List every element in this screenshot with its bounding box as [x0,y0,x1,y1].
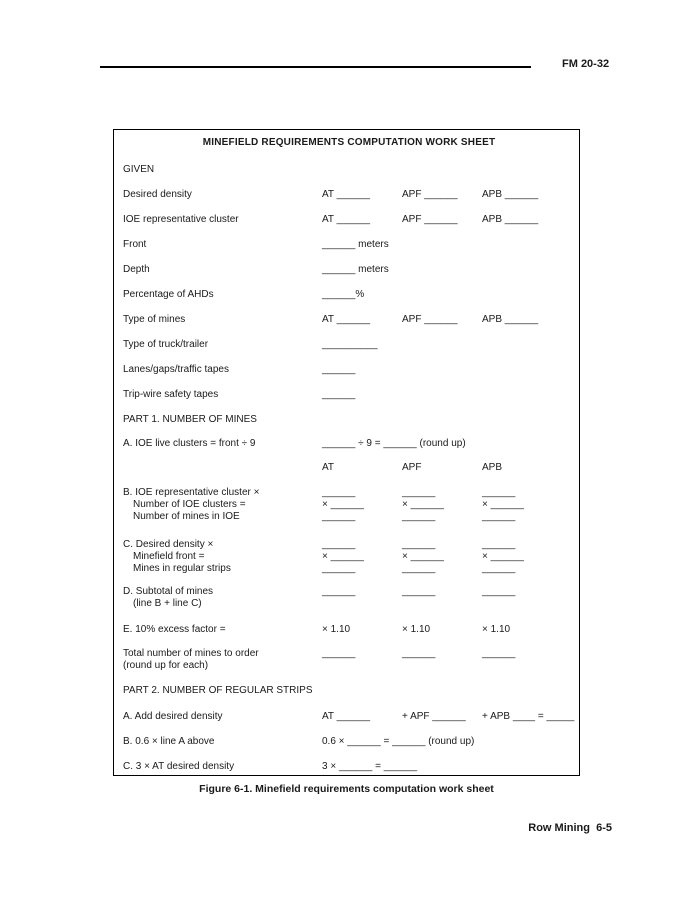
part1-a-label: A. IOE live clusters = front ÷ 9 [123,438,256,449]
block-c-apf-field-2: × ______ [402,551,444,562]
lanes-tapes-field: ______ [322,364,356,375]
total-apb-field: ______ [482,648,516,659]
row-lanes-tapes [123,364,575,376]
block-c-at-fields [322,539,402,575]
worksheet-box [113,129,580,776]
block-b-apf-field-2: × ______ [402,499,444,510]
part2-row-a [123,711,575,723]
type-of-mines-apb-field: APB ______ [482,314,539,325]
desired-density-label: Desired density [123,189,192,200]
ioe-cluster-apb-field: APB ______ [482,214,539,225]
part2-a-apb-field: + APB ____ = _____ [482,711,575,722]
doc-number: FM 20-32 [562,58,610,70]
part1-row-a [123,438,575,450]
row-e-apb-value: × 1.10 [482,624,511,635]
row-truck-trailer [123,339,575,351]
part2-row-b [123,736,575,748]
part1-block-b [123,487,575,523]
row-front [123,239,575,251]
total-label [123,648,322,672]
row-e-label: E. 10% excess factor = [123,624,226,635]
part2-b-label: B. 0.6 × line A above [123,736,215,747]
block-c-label [123,539,322,575]
block-c-at-field-1: ______ [322,539,356,550]
desired-density-apf-field: APF ______ [402,189,458,200]
part2-a-apf-field: + APF ______ [402,711,466,722]
block-c-apf-field-3: ______ [402,563,436,574]
block-d-at-field: ______ [322,586,356,597]
worksheet-title: MINEFIELD REQUIREMENTS COMPUTATION WORK SHEET [202,137,496,148]
row-depth [123,264,575,276]
block-b-apb-field-1: ______ [482,487,516,498]
total-at-field: ______ [322,648,356,659]
block-b-apf-field-1: ______ [402,487,436,498]
truck-trailer-field: __________ [322,339,378,350]
depth-field: ______ meters [322,264,389,275]
desired-density-at-field: AT ______ [322,189,371,200]
total-line-1: Total number of mines to order [123,648,259,659]
part2-c-field: 3 × ______ = ______ [322,761,418,772]
block-d-apb-field: ______ [482,586,516,597]
part1-a-field: ______ ÷ 9 = ______ (round up) [322,438,466,449]
row-tripwire-tapes [123,389,575,401]
part1-heading-row [123,414,575,426]
block-d-line-1: D. Subtotal of mines [123,586,214,597]
block-c-line-3: Mines in regular strips [133,563,231,574]
block-c-apf-field-1: ______ [402,539,436,550]
block-b-apb-field-3: ______ [482,511,516,522]
part1-block-d [123,586,575,610]
tripwire-tapes-field: ______ [322,389,356,400]
truck-trailer-label: Type of truck/trailer [123,339,209,350]
block-c-apb-fields [482,539,562,575]
given-heading: GIVEN [123,164,155,175]
ahd-field: ______% [322,289,365,300]
part2-c-label: C. 3 × AT desired density [123,761,235,772]
total-line-2: (round up for each) [123,660,209,671]
block-c-apb-field-2: × ______ [482,551,524,562]
front-field: ______ meters [322,239,389,250]
page-footer: Row Mining 6-5 [528,822,612,834]
column-header-apb: APB [482,462,503,473]
total-apf-field: ______ [402,648,436,659]
part2-heading: PART 2. NUMBER OF REGULAR STRIPS [123,685,313,696]
block-b-at-fields [322,487,402,523]
type-of-mines-label: Type of mines [123,314,186,325]
block-b-apf-fields [402,487,482,523]
desired-density-apb-field: APB ______ [482,189,539,200]
row-e-apf-value: × 1.10 [402,624,431,635]
block-b-line-1: B. IOE representative cluster × [123,487,260,498]
part2-a-at-field: AT ______ [322,711,371,722]
given-heading-row [123,164,575,176]
block-d-label [123,586,322,610]
block-b-label [123,487,322,523]
block-d-line-2: (line B + line C) [133,598,202,609]
header-rule [100,66,531,68]
ioe-cluster-apf-field: APF ______ [402,214,458,225]
block-b-apf-field-3: ______ [402,511,436,522]
block-c-at-field-2: × ______ [322,551,364,562]
block-c-line-1: C. Desired density × [123,539,214,550]
block-b-apb-field-2: × ______ [482,499,524,510]
part2-heading-row [123,685,575,697]
block-b-line-3: Number of mines in IOE [133,511,240,522]
row-desired-density [123,189,575,201]
part1-heading: PART 1. NUMBER OF MINES [123,414,257,425]
part1-block-c [123,539,575,575]
column-header-at: AT [322,462,335,473]
part1-row-e [123,624,575,636]
tripwire-tapes-label: Trip-wire safety tapes [123,389,219,400]
front-label: Front [123,239,147,250]
depth-label: Depth [123,264,150,275]
row-e-at-value: × 1.10 [322,624,351,635]
block-c-apb-field-3: ______ [482,563,516,574]
block-c-apb-field-1: ______ [482,539,516,550]
part2-b-field: 0.6 × ______ = ______ (round up) [322,736,475,747]
part2-a-label: A. Add desired density [123,711,223,722]
block-b-at-field-3: ______ [322,511,356,522]
block-b-line-2: Number of IOE clusters = [133,499,246,510]
part1-total-row [123,648,575,672]
block-c-apf-fields [402,539,482,575]
ahd-label: Percentage of AHDs [123,289,214,300]
column-header-apf: APF [402,462,422,473]
part1-column-headers [123,462,575,474]
block-b-apb-fields [482,487,562,523]
block-b-at-field-1: ______ [322,487,356,498]
row-ahd-percentage [123,289,575,301]
figure-caption: Figure 6-1. Minefield requirements computation work sheet [199,783,494,795]
block-c-line-2: Minefield front = [133,551,205,562]
part2-row-c [123,761,575,773]
ioe-cluster-at-field: AT ______ [322,214,371,225]
ioe-cluster-label: IOE representative cluster [123,214,239,225]
row-type-of-mines [123,314,575,326]
block-b-at-field-2: × ______ [322,499,364,510]
row-ioe-cluster [123,214,575,226]
type-of-mines-at-field: AT ______ [322,314,371,325]
lanes-tapes-label: Lanes/gaps/traffic tapes [123,364,229,375]
type-of-mines-apf-field: APF ______ [402,314,458,325]
block-c-at-field-3: ______ [322,563,356,574]
block-d-apf-field: ______ [402,586,436,597]
